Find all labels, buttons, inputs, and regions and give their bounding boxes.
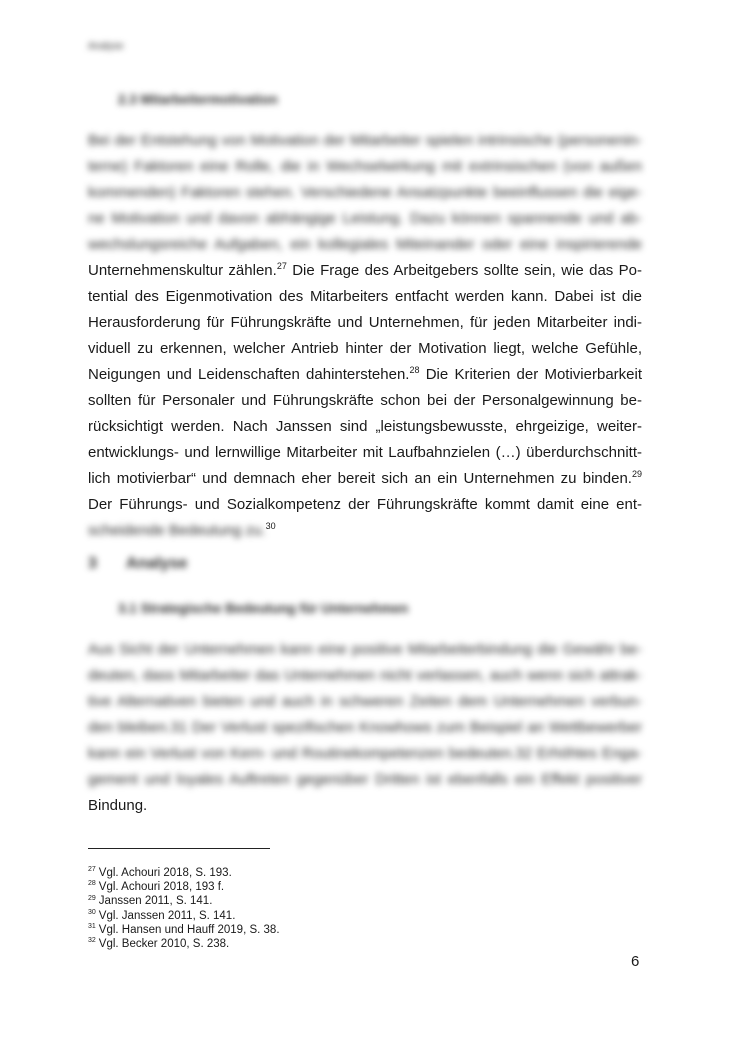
running-header: Analyse (88, 41, 124, 52)
text-line: Neigungen und Leidenschaften dahinterstehen.$^{28}$ Die Kriterien der Motivierbarkeit (88, 365, 643, 383)
footnotes-list (88, 866, 280, 951)
blurred-text-line: terne) Faktoren eine Rolle, die in Wechselwirkung mit extrinsischen (von außen (88, 158, 642, 175)
footnote-ref-28: 28 (409, 365, 420, 375)
text-line: entwicklungs- und lernwillige Mitarbeiter mit Laufbahnzielen (…) überdurchschnitt- (88, 444, 642, 461)
blurred-text-line: den bleiben.31 Der Verlust spezifischen Knowhows zum Beispiel an Wettbewerber (88, 719, 642, 736)
page-number: 6 (631, 953, 640, 970)
footnote: $^{29}$ Janssen 2011, S. 141. (88, 894, 213, 908)
chapter-number: 3 (88, 555, 97, 572)
blurred-text-line: tive Alternativen bieten und auch in schweren Zeiten dem Unternehmen verbun- (88, 693, 642, 710)
text-line: Bindung. (88, 797, 148, 814)
text-line: Unternehmenskultur zählen.$^{27}$ Die Frage des Arbeitgebers sollte sein, wie das Po- (88, 261, 642, 279)
blurred-text-line: kommenden) Faktoren stehen. Verschiedene Ansatzpunkte beeinflussen die eige- (88, 184, 642, 201)
blurred-text-line: gement und loyales Auftreten gegenüber Dritten ist ebenfalls ein Effekt positiver (88, 771, 642, 788)
text-line: rücksichtigt werden. Nach Janssen sind „leistungsbewusste, ehrgeizige, weiter- (88, 418, 642, 435)
blurred-text-line: deuten, dass Mitarbeiter das Unternehmen nicht verlassen, auch wenn sich attrak- (88, 667, 642, 684)
section-heading-3-1: 3.1 Strategische Bedeutung für Unternehmen (118, 601, 409, 616)
text-line: Der Führungs- und Sozialkompetenz der Führungskräfte kommt damit eine ent- (88, 496, 642, 513)
chapter-heading-3 (88, 555, 187, 573)
text-line: scheidende Bedeutung zu.$^{30}$ (88, 521, 276, 539)
section-heading-2-3: 2.3 Mitarbeitermotivation (118, 92, 278, 107)
footnote-ref-27: 27 (276, 261, 287, 271)
blurred-text-line: Bei der Entstehung von Motivation der Mitarbeiter spielen intrinsische (personenin- (88, 132, 642, 149)
footnote: $^{30}$ Vgl. Janssen 2011, S. 141. (88, 908, 236, 922)
text-line: tential des Eigenmotivation des Mitarbeiters entfacht werden kann. Dabei ist die (88, 288, 642, 305)
paragraph-motivation (88, 128, 642, 544)
blurred-text-line: kann ein Verlust von Kern- und Routinekompetenzen bedeuten.32 Erhöhtes Enga- (88, 745, 642, 762)
text-line: Herausforderung für Führungskräfte und Unternehmen, für jeden Mitarbeiter indi- (88, 314, 642, 331)
footnote: $^{31}$ Vgl. Hansen und Hauff 2019, S. 38. (88, 922, 280, 936)
footnote: $^{27}$ Vgl. Achouri 2018, S. 193. (88, 866, 232, 879)
paragraph-strategic-importance (88, 637, 642, 819)
text-line: lich motivierbar“ und demnach eher bereit sich an ein Unternehmen zu binden.$^{29}$ (88, 469, 642, 487)
blurred-text-line: wechslungsreiche Aufgaben, ein kollegiales Miteinander oder eine inspirierende (88, 236, 642, 253)
footnote-ref-29: 29 (631, 469, 642, 479)
footnote: $^{28}$ Vgl. Achouri 2018, 193 f. (88, 880, 225, 894)
text-line: viduell zu erkennen, welcher Antrieb hinter der Motivation liegt, welche Gefühle, (88, 340, 642, 357)
footnote: $^{32}$ Vgl. Becker 2010, S. 238. (88, 937, 230, 951)
blurred-text-line: ne Motivation und davon abhängige Leistung. Dazu können spannende und ab- (88, 210, 642, 227)
footnote-separator (88, 848, 270, 849)
chapter-title: Analyse (126, 555, 188, 572)
footnote-ref-30: 30 (265, 521, 276, 531)
blurred-text-line: Aus Sicht der Unternehmen kann eine positive Mitarbeiterbindung die Gewähr be- (88, 641, 642, 658)
text-line: sollten für Personaler und Führungskräfte schon bei der Personalgewinnung be- (88, 392, 642, 409)
